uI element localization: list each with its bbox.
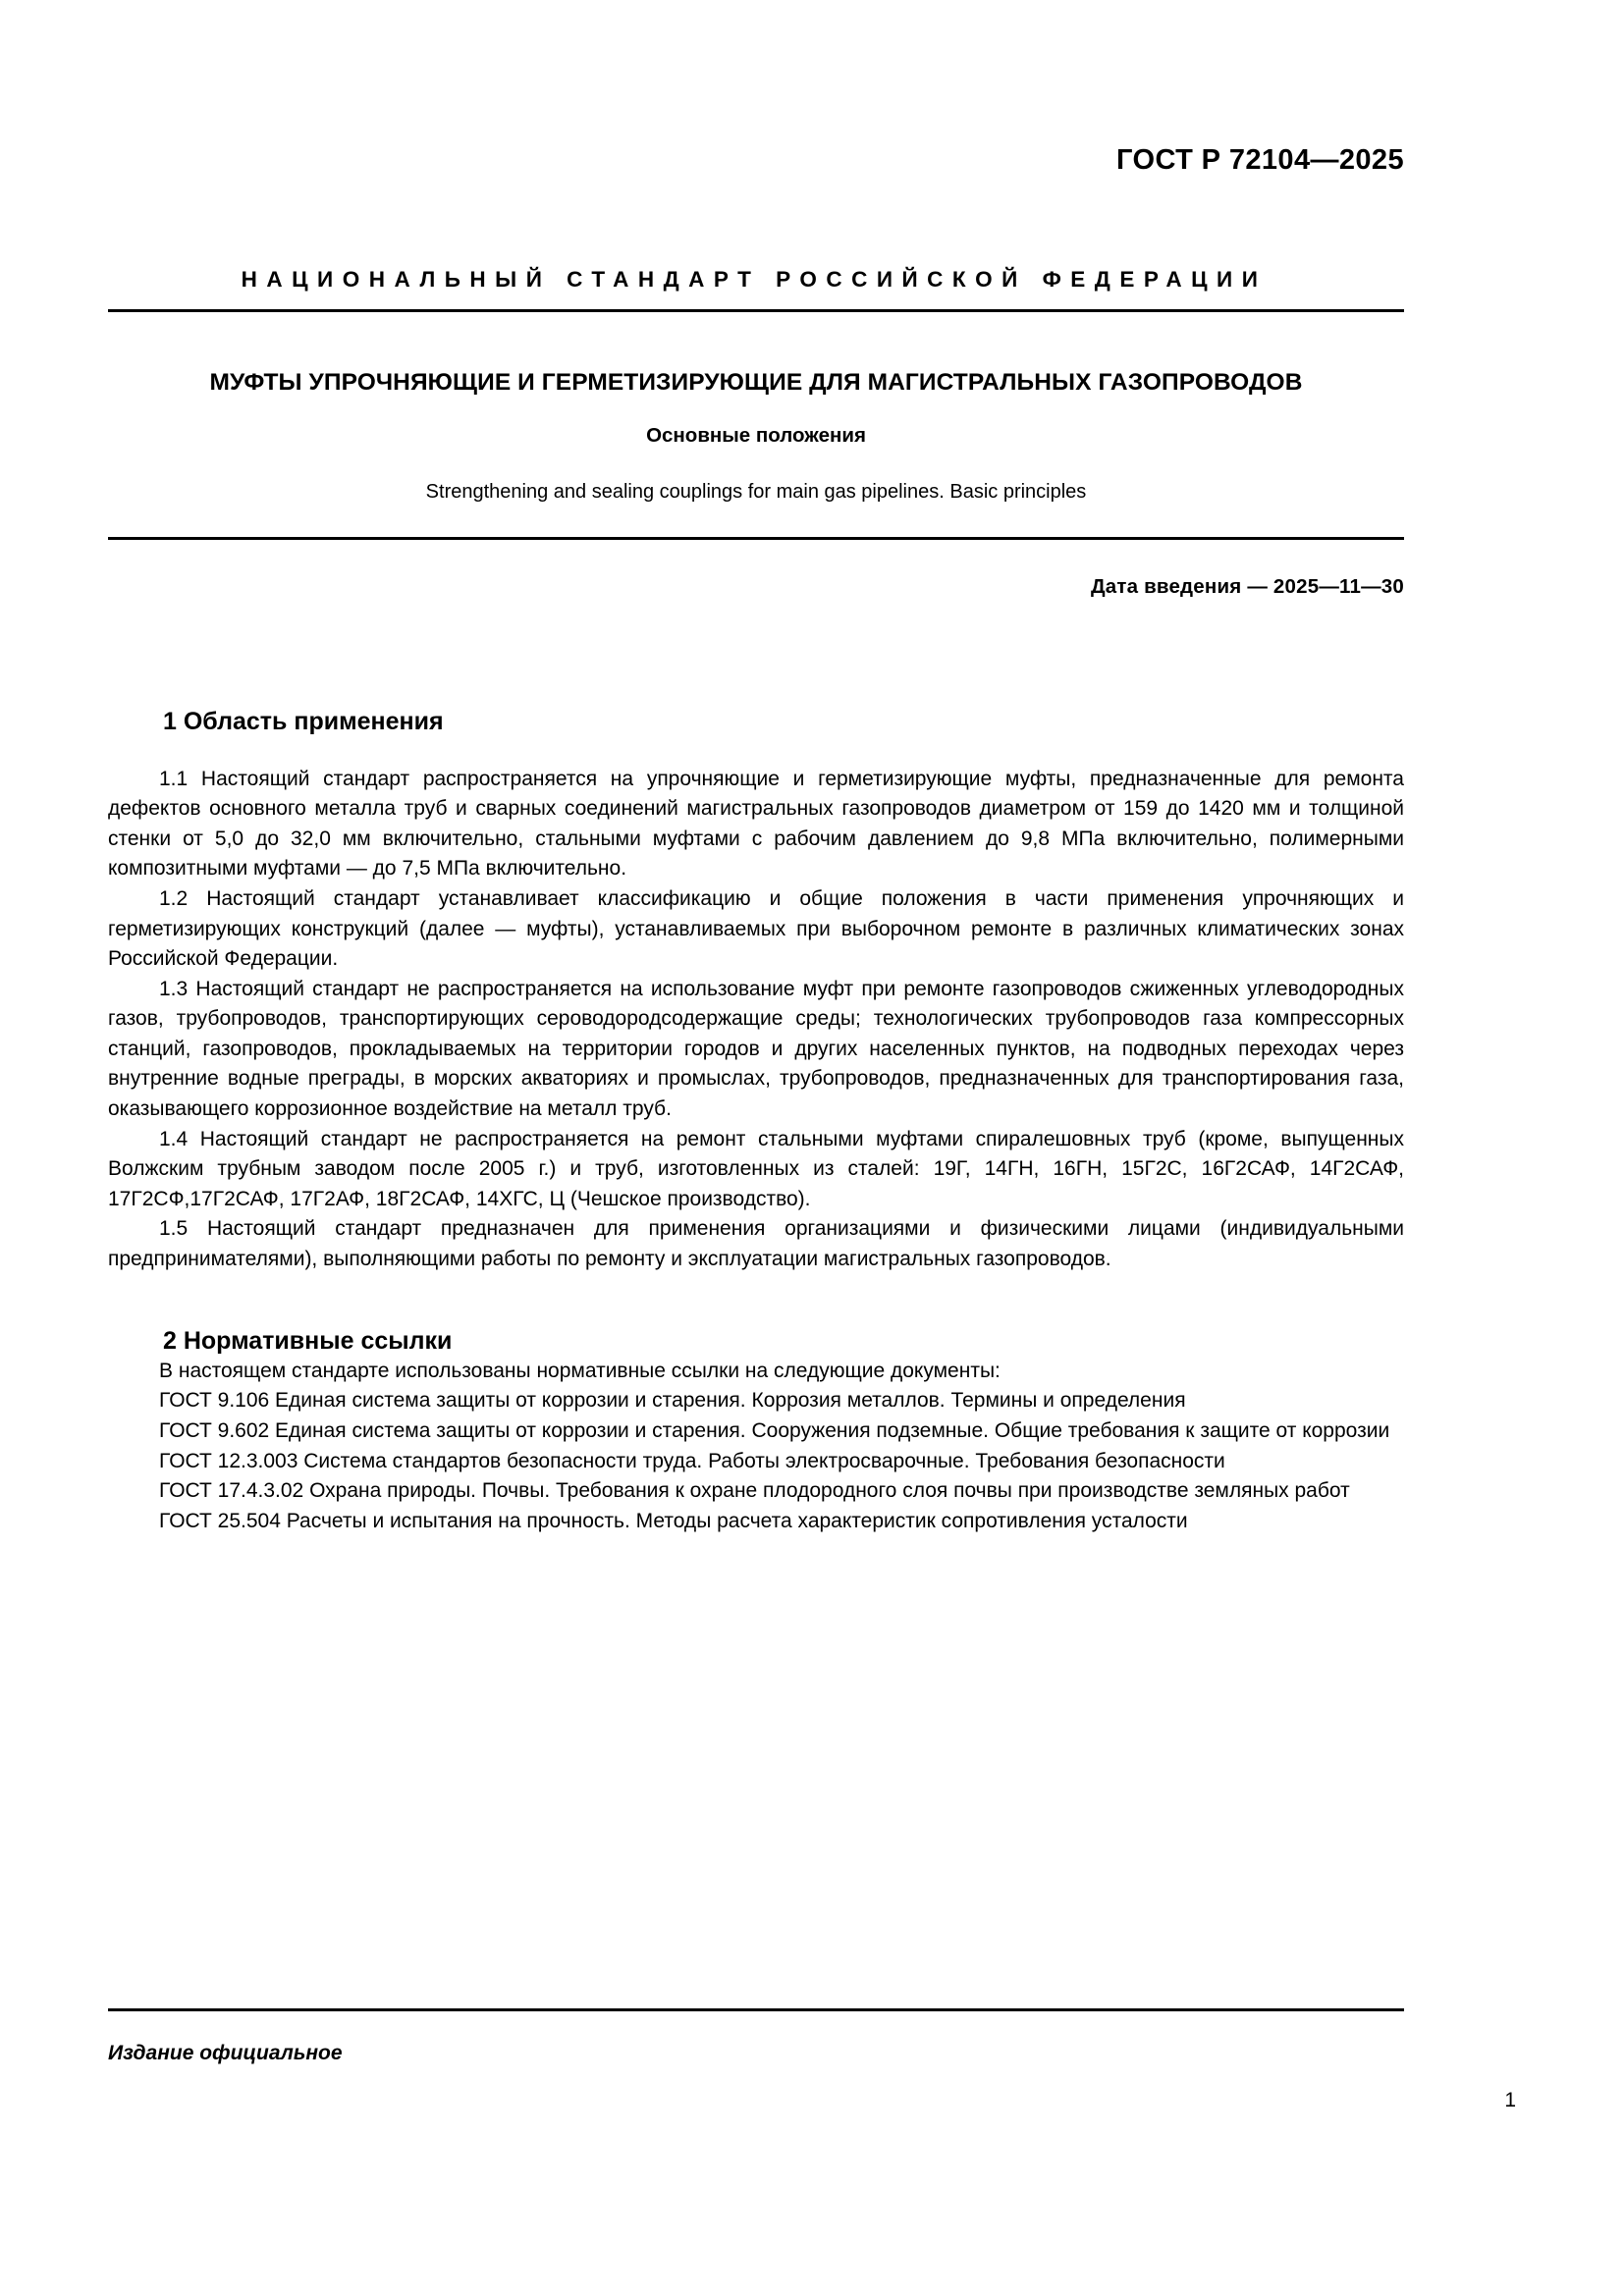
reference-item-gost-9-602: ГОСТ 9.602 Единая система защиты от коррозии и старения. Сооружения подземные. Общие требования к защите от коррозии [159, 1419, 1390, 1443]
paragraph-1-3: 1.3 Настоящий стандарт не распространяется на использование муфт при ремонте газопроводов сжиженных углеводородных газов, трубопроводов, транспортирующих сероводородсодержащие среды; технологических трубопроводов газа компрессорных станций, газопроводов, прокладываемых на территории городов и других населенных пунктов, на подводных переходах через внутренние водные преграды, в морских акваториях и промыслах, трубопроводов, предназначенных для транспортирования газа, оказывающего коррозионное воздействие на металл труб. [108, 977, 1404, 1121]
section-heading-1: 1 Область применения [163, 708, 444, 736]
effective-date: Дата введения — 2025—11—30 [1090, 575, 1404, 599]
page-content [108, 0, 1404, 1536]
reference-item-gost-25-504: ГОСТ 25.504 Расчеты и испытания на прочность. Методы расчета характеристик сопротивления усталости [159, 1509, 1188, 1532]
header-divider-bottom [108, 537, 1404, 540]
page-subtitle: Основные положения [646, 424, 866, 448]
page-title: МУФТЫ УПРОЧНЯЮЩИЕ И ГЕРМЕТИЗИРУЮЩИЕ ДЛЯ МАГИСТРАЛЬНЫХ ГАЗОПРОВОДОВ [209, 368, 1303, 396]
paragraph-1-1: 1.1 Настоящий стандарт распространяется на упрочняющие и герметизирующие муфты, предназначенные для ремонта дефектов основного металла труб и сварных соединений магистральных газопроводов диаметром от 159 до 1420 мм и толщиной стенки от 5,0 до 32,0 мм включительно, стальными муфтами с рабочим давлением до 9,8 МПа включительно, полимерными композитными муфтами — до 7,5 МПа включительно. [108, 767, 1404, 881]
section-2-intro: В настоящем стандарте использованы нормативные ссылки на следующие документы: [159, 1359, 1001, 1382]
national-standard-banner: НАЦИОНАЛЬНЫЙ СТАНДАРТ РОССИЙСКОЙ ФЕДЕРАЦИИ [241, 266, 1268, 292]
header-divider-top [108, 309, 1404, 312]
paragraph-1-4: 1.4 Настоящий стандарт не распространяется на ремонт стальными муфтами спиралешовных труб (кроме, выпущенных Волжским трубным заводом после 2005 г.) и труб, изготовленных из сталей: 19Г, 14ГН, 16ГН, 15Г2С, 16Г2САФ, 14Г2САФ, 17Г2СФ,17Г2САФ, 17Г2АФ, 18Г2САФ, 14ХГС, Ц (Чешское производство). [108, 1127, 1404, 1210]
reference-item-gost-9-106: ГОСТ 9.106 Единая система защиты от коррозии и старения. Коррозия металлов. Термины и определения [159, 1389, 1186, 1413]
reference-item-gost-17-4-3-02: ГОСТ 17.4.3.02 Охрана природы. Почвы. Требования к охране плодородного слоя почвы при производстве земляных работ [159, 1479, 1350, 1503]
official-edition-note: Издание официальное [108, 2042, 343, 2064]
page-number: 1 [1504, 2089, 1516, 2111]
reference-item-gost-12-3-003: ГОСТ 12.3.003 Система стандартов безопасности труда. Работы электросварочные. Требования безопасности [159, 1449, 1225, 1472]
paragraph-1-5: 1.5 Настоящий стандарт предназначен для применения организациями и физическими лицами (индивидуальными предпринимателями), выполняющими работы по ремонту и эксплуатации магистральных газопроводов. [108, 1217, 1404, 1271]
page-title-english: Strengthening and sealing couplings for main gas pipelines. Basic principles [425, 481, 1087, 504]
document-number: ГОСТ Р 72104—2025 [1116, 144, 1404, 176]
footer-divider [108, 2008, 1404, 2011]
paragraph-1-2: 1.2 Настоящий стандарт устанавливает классификацию и общие положения в части применения упрочняющих и герметизирующих конструкций (далее — муфты), устанавливаемых при выборочном ремонте в различных климатических зонах Российской Федерации. [108, 886, 1404, 971]
title-block [108, 368, 1404, 504]
section-heading-2: 2 Нормативные ссылки [163, 1326, 453, 1355]
